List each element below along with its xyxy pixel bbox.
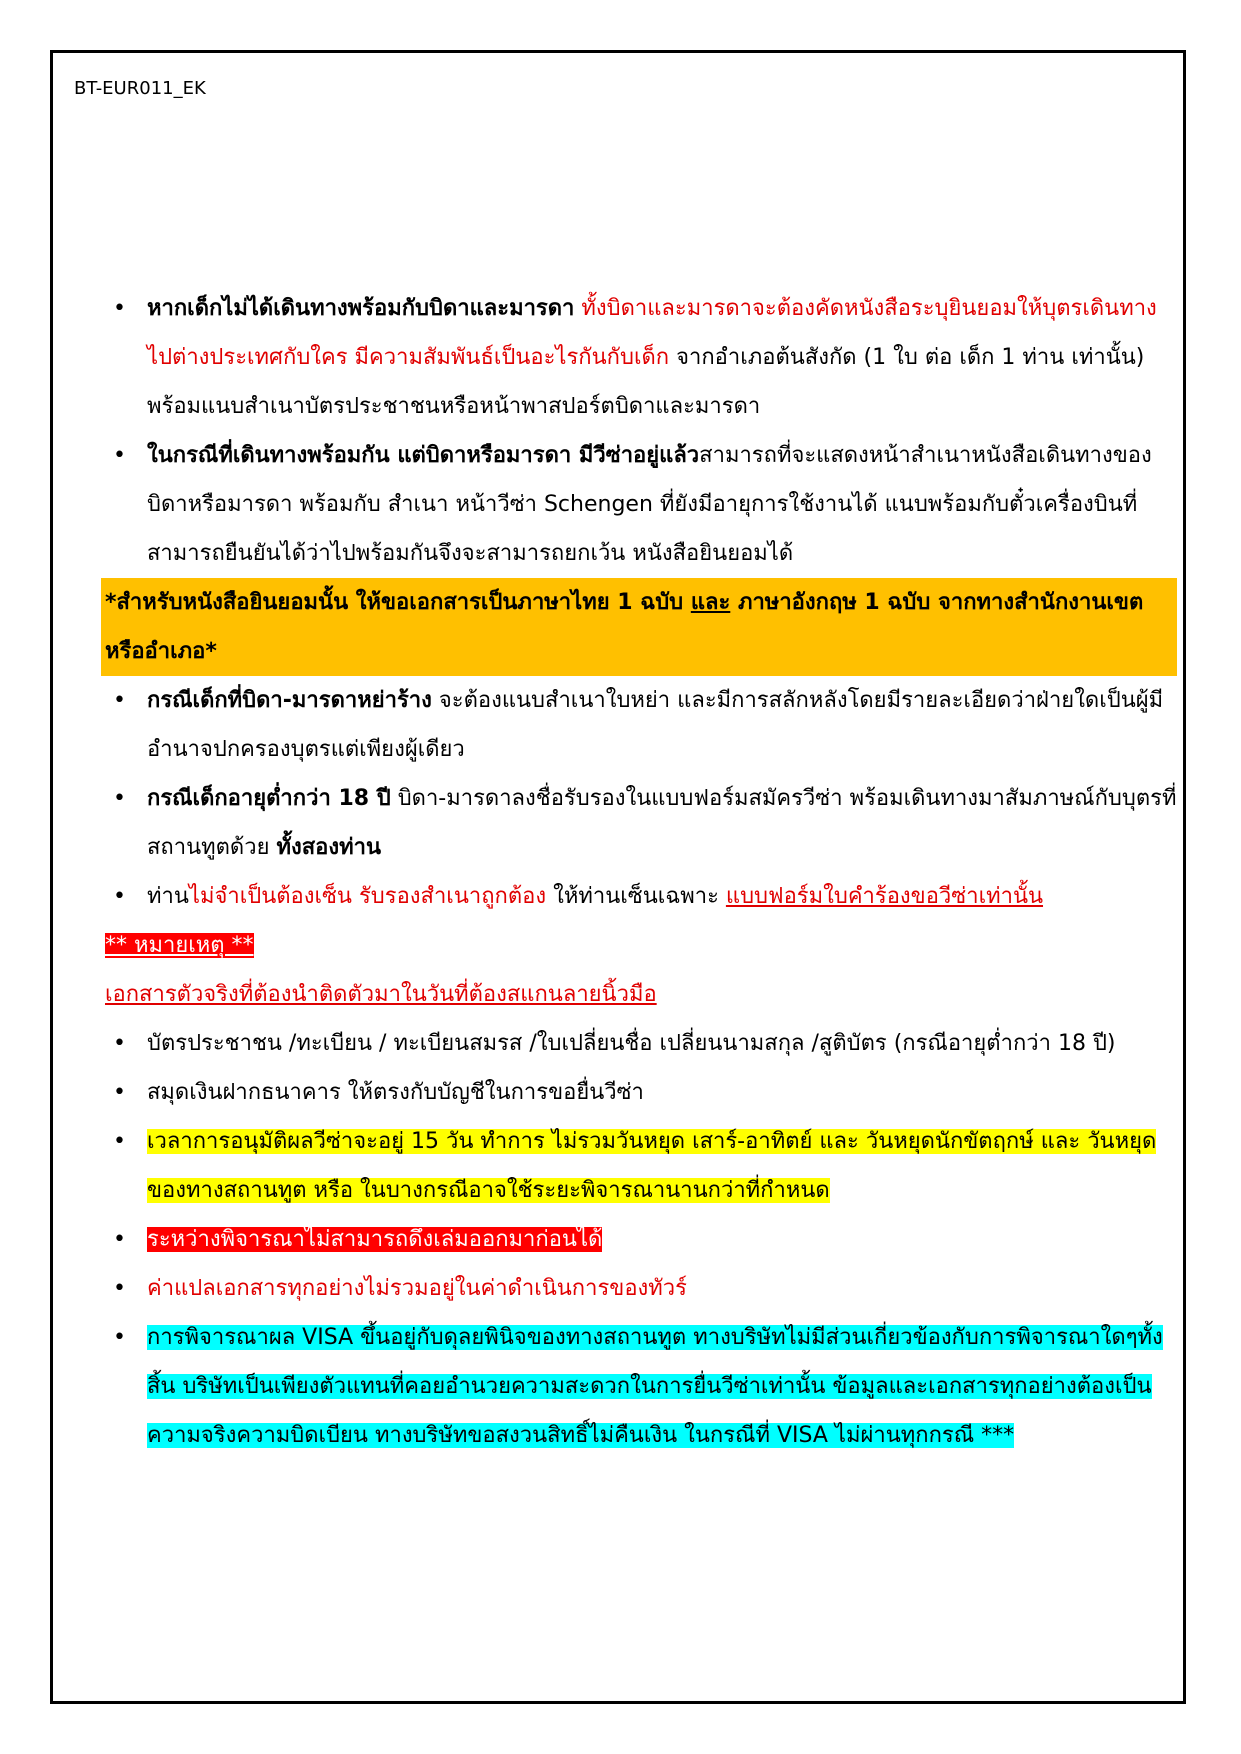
note-text: *สำหรับหนังสือยินยอมนั้น ให้ขอเอกสารเป็นภาษาไทย 1 ฉบับ — [105, 590, 691, 615]
bullet-red-text: ไม่จำเป็นต้องเซ็น รับรองสำเนาถูกต้อง — [188, 884, 547, 909]
bullet-icon: • — [113, 296, 126, 321]
bullet-icon: • — [113, 1080, 126, 1105]
bullet-bold-text: ในกรณีที่เดินทางพร้อมกัน แต่บิดาหรือมารดา มีวีซ่าอยู่แล้ว — [147, 443, 700, 468]
bullet-text: ให้ท่านเซ็นเฉพาะ — [546, 884, 726, 909]
bullet-icon: • — [113, 1276, 126, 1301]
document-code: BT-EUR011_EK — [74, 78, 206, 99]
remark-heading — [105, 921, 1177, 970]
bullet-bold-text: กรณีเด็กอายุต่ำกว่า 18 ปี — [147, 786, 391, 811]
list-item — [105, 1019, 1177, 1068]
bullet-bold-text: ทั้งสองท่าน — [276, 835, 381, 860]
bullet-signature — [105, 872, 1177, 921]
bullet-red-text: ทั้งบิดาและมารดาจะต้องคัดหนังสือระบุยินยอมให้บุตรเดินทางไปต่างประเทศกับใคร มีความสัมพันธ์เป็นอะไรกันกับเด็ก — [147, 296, 1157, 370]
list-item — [105, 1264, 1177, 1313]
remark-heading-text: ** หมายเหตุ ** — [105, 933, 254, 958]
list-item — [105, 1117, 1177, 1215]
note-text: ภาษาอังกฤษ 1 ฉบับ จากทางสำนักงานเขต หรืออำเภอ* — [105, 590, 1144, 664]
document-body — [105, 284, 1177, 1460]
bullet-text: บิดา-มารดาลงชื่อรับรองในแบบฟอร์มสมัครวีซ่า พร้อมเดินทางมาสัมภาษณ์กับบุตรที่สถานทูตด้วย — [147, 786, 1177, 860]
bullet-icon: • — [113, 443, 126, 468]
bullet-icon: • — [113, 1031, 126, 1056]
bullet-child-without-parents — [105, 284, 1177, 431]
bullet-icon: • — [113, 1325, 126, 1350]
list-item — [105, 1313, 1177, 1460]
list-item-text: บัตรประชาชน /ทะเบียน / ทะเบียนสมรส /ใบเปลี่ยนชื่อ เปลี่ยนนามสกุล /สูติบัตร (กรณีอายุต่ำกว่า 18 ปี) — [147, 1031, 1116, 1056]
bullet-text: ท่าน — [147, 884, 189, 909]
consent-letter-note — [101, 578, 1177, 676]
bullet-divorced-parents — [105, 676, 1177, 774]
bullet-continuation: พร้อมแนบสำเนาบัตรประชาชนหรือหน้าพาสปอร์ตบิดาและมารดา — [147, 394, 761, 419]
bullet-bold-text: หากเด็กไม่ได้เดินทางพร้อมกับบิดาและมารดา — [147, 296, 575, 321]
bullet-travel-with-one-parent — [105, 431, 1177, 578]
bullet-icon: • — [113, 1227, 126, 1252]
originals-heading: เอกสารตัวจริงที่ต้องนำติดตัวมาในวันที่ต้องสแกนลายนิ้วมือ — [105, 982, 657, 1007]
list-item-text: การพิจารณาผล VISA ขึ้นอยู่กับดุลยพินิจของทางสถานทูต ทางบริษัทไม่มีส่วนเกี่ยวข้องกับการพิจารณาใดๆทั้งสิ้น บริษัทเป็นเพียงตัวแทนที่คอยอำนวยความสะดวกในการยื่นวีซ่าเท่านั้น ข้อมูลและเอกสารทุกอย่างต้องเป็นความจริงความบิดเบียน ทางบริษัทขอสงวนสิทธิ์ไม่คืนเงิน ในกรณีที่ VISA ไม่ผ่านทุกกรณี *** — [147, 1325, 1163, 1448]
list-item-text: เวลาการอนุมัติผลวีซ่าจะอยู่ 15 วัน ทำการ ไม่รวมวันหยุด เสาร์-อาทิตย์ และ วันหยุดนักขัตฤกษ์ และ วันหยุดของทางสถานทูต หรือ ในบางกรณีอาจใช้ระยะพิจารณานานกว่าที่กำหนด — [147, 1129, 1157, 1203]
list-item-text: ระหว่างพิจารณาไม่สามารถดึงเล่มออกมาก่อนได้ — [147, 1227, 603, 1252]
bullet-under-18 — [105, 774, 1177, 872]
bullet-icon: • — [113, 1129, 126, 1154]
list-item — [105, 1068, 1177, 1117]
bullet-text: สามารถที่จะแสดงหน้าสำเนาหนังสือเดินทางของบิดาหรือมารดา พร้อมกับ สำเนา หน้าวีซ่า Schengen ที่ยังมีอายุการใช้งานได้ แนบพร้อมกับตั๋วเครื่องบินที่สามารถยืนยันได้ว่าไปพร้อมกันจึงจะสามารถยกเว้น หนังสือยินยอมได้ — [147, 443, 1152, 566]
list-item — [105, 1215, 1177, 1264]
bullet-text: จะต้องแนบสำเนาใบหย่า และมีการสลักหลังโดยมีรายละเอียดว่าฝ่ายใดเป็นผู้มีอำนาจปกครองบุตรแต่เพียงผู้เดียว — [147, 688, 1164, 762]
bullet-bold-text: กรณีเด็กที่บิดา-มารดาหย่าร้าง — [147, 688, 432, 713]
bullet-icon: • — [113, 688, 126, 713]
bullet-red-underlined-text: แบบฟอร์มใบคำร้องขอวีซ่าเท่านั้น — [725, 884, 1044, 909]
bullet-text: จากอำเภอต้นสังกัด (1 ใบ ต่อ เด็ก 1 ท่าน เท่านั้น) — [669, 345, 1145, 370]
note-underlined: และ — [690, 590, 731, 615]
list-item-text: ค่าแปลเอกสารทุกอย่างไม่รวมอยู่ในค่าดำเนินการของทัวร์ — [147, 1276, 687, 1301]
bullet-icon: • — [113, 786, 126, 811]
list-item-text: สมุดเงินฝากธนาคาร ให้ตรงกับบัญชีในการขอยื่นวีซ่า — [147, 1080, 644, 1105]
bullet-icon: • — [113, 884, 126, 909]
